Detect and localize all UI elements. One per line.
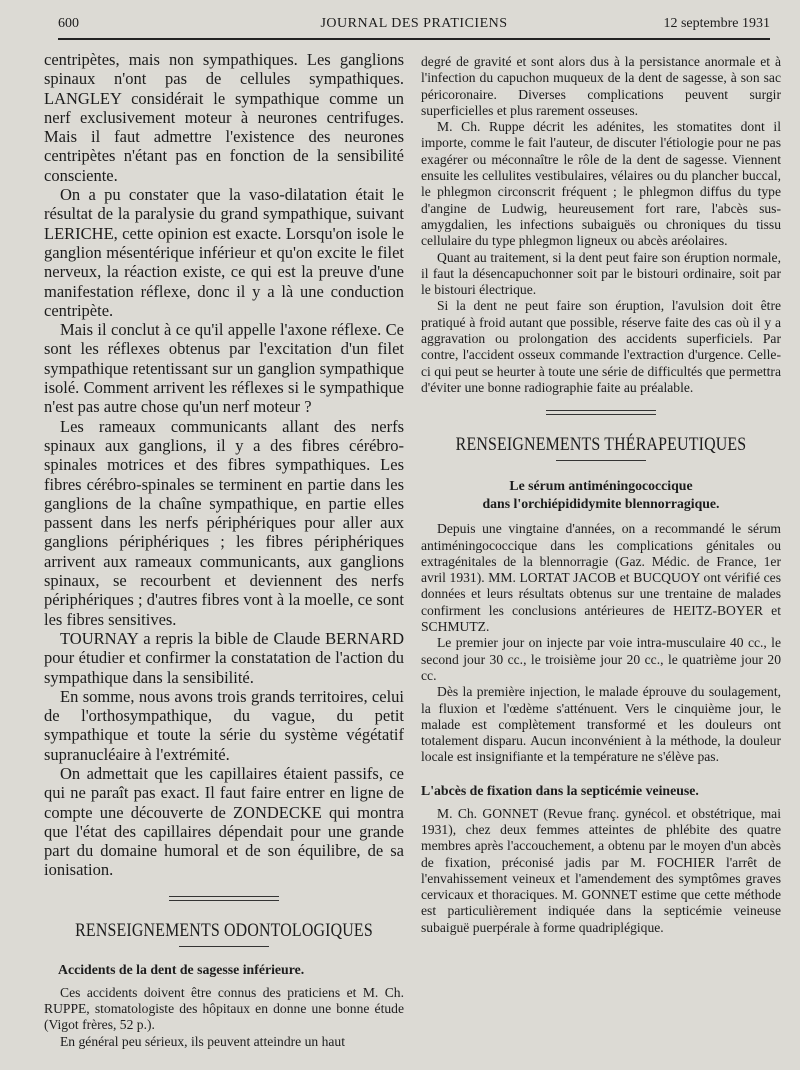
issue-date: 12 septembre 1931 [663,16,770,31]
paragraph: On admettait que les capillaires étaient passifs, ce qui ne paraît pas exact. Il faut faire entrer en ligne de compte une découverte de ZONDECKE qui montra que l'état des capillaires dépendait pour une grande part du domaine humoral et de son équilibre, de sa ionisation. [44,763,404,880]
subheading: dans l'orchiépididymite blennorragique. [482,496,720,512]
right-column [421,54,781,936]
paragraph: On a pu constater que la vaso-dilatation était le résultat de la paralysie du grand sympathique, suivant LERICHE, cette opinion est exacte. Lorsqu'on isole le ganglion mésentérique inférieur et qu'on excite le filet nerveux, la réaction existe, ce qui est la preuve d'une manifestation réflexe, donc il y a là une conduction centripète. [44,185,404,320]
paragraph: En général peu sérieux, ils peuvent atteindre un haut [60,1033,345,1049]
paragraph: Dès la première injection, le malade éprouve du soulagement, la fluxion et l'œdème s'atténuent. Vers le cinquième jour, le malade est complètement transformé et les douleurs ont totalement disparu. Aucun inconvénient à la méthode, la douleur locale est insignifiante et la température ne s'élève pas. [421,684,781,765]
paragraph: M. Ch. Ruppe décrit les adénites, les stomatites dont il importe, comme le fait l'auteur, de discuter l'étiologie pour ne pas exagérer ou méconnaître le rôle de la dent de sagesse. Viennent ensuite les cellulites vestibulaires, vélaires ou du plancher buccal, le phlegmon circonscrit fréquent ; le phlegmon diffus du type d'angine de Ludwig, heureusement fort rare, l'abcès sus-amygdalien, les infections subaiguës ou chroniques du tissu cellulaire du type phlegmon ligneux ou abcès aréolaires. [421,119,781,249]
paragraph: degré de gravité et sont alors dus à la persistance anormale et à l'infection du capuchon muqueux de la dent de sagesse, à son sac péricoronaire. Diverses complications peuvent surgir superficielles et plus rarement osseuses. [421,54,781,118]
page-number: 600 [58,16,79,31]
paragraph: TOURNAY a repris la bible de Claude BERNARD pour étudier et confirmer la constatation de l'action du sympathique dans la sensibilité. [44,628,404,687]
left-column [44,50,404,1050]
paragraph: En somme, nous avons trois grands territoires, celui de l'orthosympathique, du vague, du petit sympathique et toute la série du système végétatif supranucléaire à l'extrémité. [44,686,404,764]
header-rule [58,38,770,40]
paragraph: Depuis une vingtaine d'années, on a recommandé le sérum antiméningococcique dans les complications génitales ou extragénitales de la blennorragie (Gaz. Médic. de France, 1er avril 1931). MM. LORTAT JACOB et BUCQUOY ont vérifié ces données et leurs résultats obtenus sur une trentaine de malades confirment les conclusions antérieures de HEITZ-BOYER et SCHMUTZ. [421,521,781,635]
paragraph: centripètes, mais non sympathiques. Les ganglions spinaux n'ont pas de cellules sympathiques. LANGLEY considérait le sympathique comme un nerf exclusivement moteur à neurones centrifuges. Mais il faut admettre l'existence des neurones centripètes n'étant pas en fonction de la sensibilité consciente. [44,50,404,185]
paragraph: Quant au traitement, si la dent peut faire son éruption normale, il faut la désencapuchonner soit par le bistouri ordinaire, soit par le bistouri électrique. [421,249,781,298]
section-title-therapeutique: RENSEIGNEMENTS THÉRAPEUTIQUES [455,435,747,456]
paragraph: Les rameaux communicants allant des nerfs spinaux aux ganglions, il y a des fibres cérébro-spinales motrices et des fibres sympathiques. Les fibres cérébro-spinales se terminent en partie dans les ganglions de la chaîne sympathique, en partie elles passent dans les nerfs périphériques pour aller aux ganglions périphériques ; les fibres périphériques arrivent aux rameaux communicants, aux ganglions spinaux, se recourbent et deviennent des nerfs périphériques ; d'autres fibres vont à la moelle, ce sont les fibres sensitives. [44,416,404,629]
paragraph: Le premier jour on injecte par voie intra-musculaire 40 cc., le second jour 30 cc., le troisième jour 20 cc., le quatrième jour 20 cc. [421,635,781,683]
paragraph: Mais il conclut à ce qu'il appelle l'axone réflexe. Ce sont les réflexes obtenus par l'excitation d'un filet sympathique retentissant sur un ganglion sympathique isolé. Comment arrivent les réflexes si le sympathique n'est pas autre chose qu'un nerf moteur ? [44,320,404,417]
page-header [58,14,770,38]
section-title-odontologie: RENSEIGNEMENTS ODONTOLOGIQUES [75,920,373,941]
paragraph: M. Ch. GONNET (Revue franç. gynécol. et obstétrique, mai 1931), chez deux femmes atteintes de phlébite des quatre membres après l'accouchement, a obtenu par le moyen d'un abcès de fixation, préconisé jadis par M. FOCHIER l'arrêt de l'envahissement veineux et l'amendement des symptômes graves cervicaux et thoraciques. M. GONNET estime que cette méthode est particulièrement indiquée dans la septicémie veineuse subaiguë puerpérale à forme quadriplégique. [421,805,781,935]
journal-title: JOURNAL DES PRATICIENS [320,16,508,31]
paragraph: Ces accidents doivent être connus des praticiens et M. Ch. RUPPE, stomatologiste des hôpitaux en donne une bonne étude (Vigot frères, 52 p.). [44,984,404,1033]
subheading: Le sérum antiméningococcique [509,478,693,494]
paragraph: Si la dent ne peut faire son éruption, l'avulsion doit être pratiqué à froid autant que possible, réserve faite des cas où il y a aggravation ou prolongation des accidents superficiels. Par contre, l'accident osseux commande l'extraction d'urgence. Celle-ci qui peut se heurter à toute une série de difficultés que permettra d'éviter une bonne radiographie faite au préalable. [421,298,781,395]
subheading: Accidents de la dent de sagesse inférieure. [58,961,305,977]
subheading: L'abcès de fixation dans la septicémie veineuse. [421,782,699,798]
